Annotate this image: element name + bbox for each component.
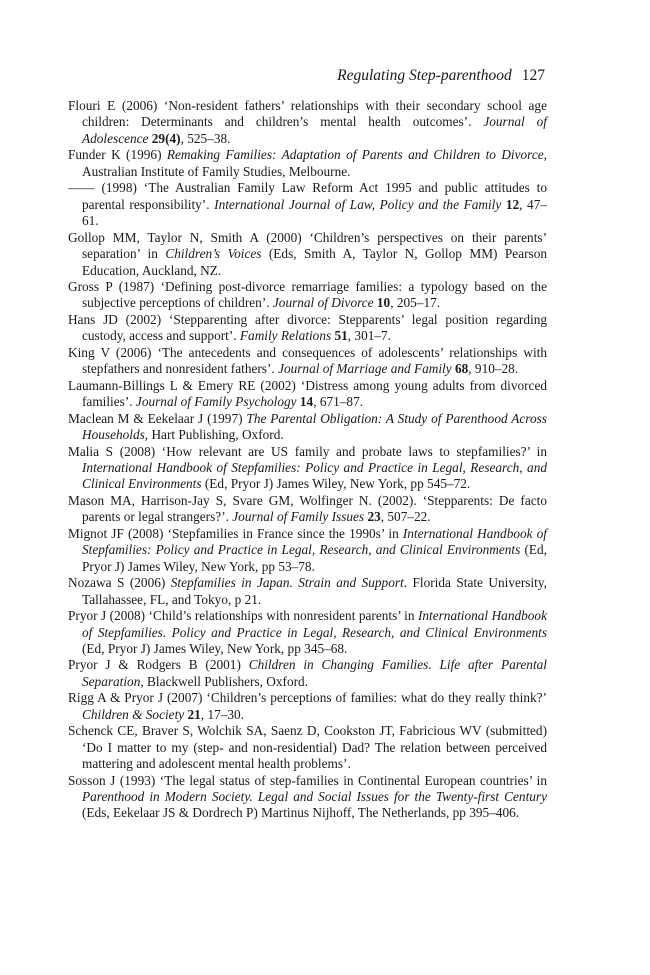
reference-title: International Handbook of Stepfamilies. Policy and Practice in Legal, Research, and Clinical Environments xyxy=(82,608,547,640)
reference-volume: 51 xyxy=(334,328,348,344)
reference-entry xyxy=(68,608,547,657)
reference-title: Parenthood in Modern Society. Legal and Social Issues for the Twenty-first Century xyxy=(82,789,547,805)
reference-title: Journal of Divorce xyxy=(272,295,374,311)
reference-volume: 29(4) xyxy=(151,130,181,146)
reference-entry xyxy=(68,723,547,772)
reference-text: Rigg A & Pryor J (2007) ‘Children’s perceptions of families: what do they really think?’ xyxy=(68,690,547,706)
reference-text: , 17–30. xyxy=(200,706,245,722)
reference-entry xyxy=(68,312,547,345)
reference-text: Laumann-Billings L & Emery RE (2002) ‘Distress among young adults from divorced families’. xyxy=(68,377,547,410)
reference-text: , Hart Publishing, Oxford. xyxy=(144,427,284,443)
reference-entry xyxy=(68,493,547,526)
reference-text: (Eds, Eekelaar JS & Dordrech P) Martinus Nijhoff, The Netherlands, pp 395–406. xyxy=(82,805,520,821)
reference-text: Sosson J (1993) ‘The legal status of step-families in Continental European countries’ in xyxy=(68,772,547,788)
reference-title: Stepfamilies in Japan. Strain and Support xyxy=(170,575,404,591)
reference-entry xyxy=(68,411,547,444)
reference-title: Journal of Family Psychology xyxy=(135,394,297,410)
reference-entry xyxy=(68,279,547,312)
reference-text: Pryor J (2008) ‘Child’s relationships with nonresident parents’ in xyxy=(68,608,418,624)
reference-title: Children in Changing Families. Life after Parental Separation xyxy=(82,657,547,689)
reference-title: Children & Society xyxy=(82,706,185,722)
reference-text: , 525–38. xyxy=(180,130,231,146)
reference-entry xyxy=(68,773,547,822)
reference-volume: 68 xyxy=(454,361,469,377)
reference-text: , 671–87. xyxy=(313,394,364,410)
reference-volume: 12 xyxy=(505,196,520,212)
reference-text: , Australian Institute of Family Studies, Melbourne. xyxy=(82,147,547,179)
reference-volume: 21 xyxy=(187,706,201,722)
reference-text: Mignot JF (2008) ‘Stepfamilies in France since the 1990s’ in xyxy=(68,525,403,541)
running-head xyxy=(68,66,545,86)
reference-title: International Journal of Law, Policy and the Family xyxy=(214,196,502,212)
reference-title: Journal of Marriage and Family xyxy=(278,361,452,377)
reference-text: (Ed, Pryor J) James Wiley, New York, pp 545–72. xyxy=(201,476,471,492)
reference-text: (Ed, Pryor J) James Wiley, New York, pp 345–68. xyxy=(82,640,348,656)
reference-text: Gross P (1987) ‘Defining post-divorce remarriage families: a typology based on the subjective perceptions of children’. xyxy=(68,278,547,311)
reference-entry xyxy=(68,345,547,378)
reference-title: International Handbook of Stepfamilies: Policy and Practice in Legal, Research, and Clinical Environments xyxy=(82,459,547,492)
reference-volume: 14 xyxy=(299,394,314,410)
reference-text: , 507–22. xyxy=(380,509,431,525)
reference-volume: 10 xyxy=(376,295,391,311)
reference-entry xyxy=(68,98,547,147)
reference-text: , 910–28. xyxy=(468,361,519,377)
reference-volume: 23 xyxy=(367,509,381,525)
reference-text: Nozawa S (2006) xyxy=(68,575,171,591)
reference-text: , 205–17. xyxy=(390,295,441,311)
reference-title: The Parental Obligation: A Study of Parenthood Across Households xyxy=(82,410,547,443)
reference-text: , 47–61. xyxy=(82,196,548,229)
reference-text: Malia S (2008) ‘How relevant are US family and probate laws to stepfamilies?’ in xyxy=(68,443,547,459)
reference-entry xyxy=(68,147,547,180)
reference-title: Children’s Voices xyxy=(165,246,262,262)
reference-text: (Eds, Smith A, Taylor N, Gollop MM) Pearson Education, Auckland, NZ. xyxy=(82,246,547,278)
reference-text: Schenck CE, Braver S, Wolchik SA, Saenz D, Cookston JT, Fabricious WV (submitted) ‘Do I matter to my (step- and non-residential) Dad? The relation between perceived mattering and adolescent mental health problems’. xyxy=(68,723,547,772)
reference-text: , Blackwell Publishers, Oxford. xyxy=(140,673,309,689)
reference-entry xyxy=(68,444,547,493)
reference-title: Remaking Families: Adaptation of Parents and Children to Divorce xyxy=(166,147,544,163)
reference-text: (Ed, Pryor J) James Wiley, New York, pp 53–78. xyxy=(82,542,547,574)
reference-entry xyxy=(68,657,547,690)
reference-text: Maclean M & Eekelaar J (1997) xyxy=(68,410,247,426)
running-head-title: Regulating Step-parenthood xyxy=(337,67,512,84)
reference-text: Mason MA, Harrison-Jay S, Svare GM, Wolfinger N. (2002). ‘Stepparents: De facto parents or legal strangers?’. xyxy=(68,492,547,525)
reference-entry xyxy=(68,575,547,608)
reference-title: Journal of Family Issues xyxy=(232,509,365,525)
reference-title: International Handbook of Stepfamilies: Policy and Practice in Legal, Research, and Clinical Environments xyxy=(82,525,547,558)
reference-text: Flouri E (2006) ‘Non-resident fathers’ relationships with their secondary school age children: Determinants and children’s mental health outcomes’. xyxy=(68,98,547,130)
reference-text: Hans JD (2002) ‘Stepparenting after divorce: Stepparents’ legal position regarding custody, access and support’. xyxy=(68,311,547,344)
reference-text: , 301–7. xyxy=(347,328,391,344)
reference-title: Journal of Adolescence xyxy=(82,114,547,146)
reference-title: Family Relations xyxy=(239,328,332,344)
reference-entry xyxy=(68,378,547,411)
page-number: 127 xyxy=(521,67,545,84)
reference-text: —— (1998) ‘The Australian Family Law Reform Act 1995 and public attitudes to parental responsibility’. xyxy=(68,180,547,212)
reference-text: Funder K (1996) xyxy=(68,147,167,163)
reference-entry xyxy=(68,690,547,723)
reference-entry xyxy=(68,526,547,575)
reference-list xyxy=(68,98,547,822)
reference-entry xyxy=(68,180,547,229)
reference-text: Pryor J & Rodgers B (2001) xyxy=(68,657,249,673)
reference-entry xyxy=(68,230,547,279)
reference-text: Gollop MM, Taylor N, Smith A (2000) ‘Children’s perspectives on their parents’ separation’ in xyxy=(68,229,547,262)
reference-text: King V (2006) ‘The antecedents and consequences of adolescents’ relationships with stepfathers and nonresident fathers’. xyxy=(68,344,547,377)
reference-text: . Florida State University, Tallahassee, FL, and Tokyo, p 21. xyxy=(82,575,547,607)
